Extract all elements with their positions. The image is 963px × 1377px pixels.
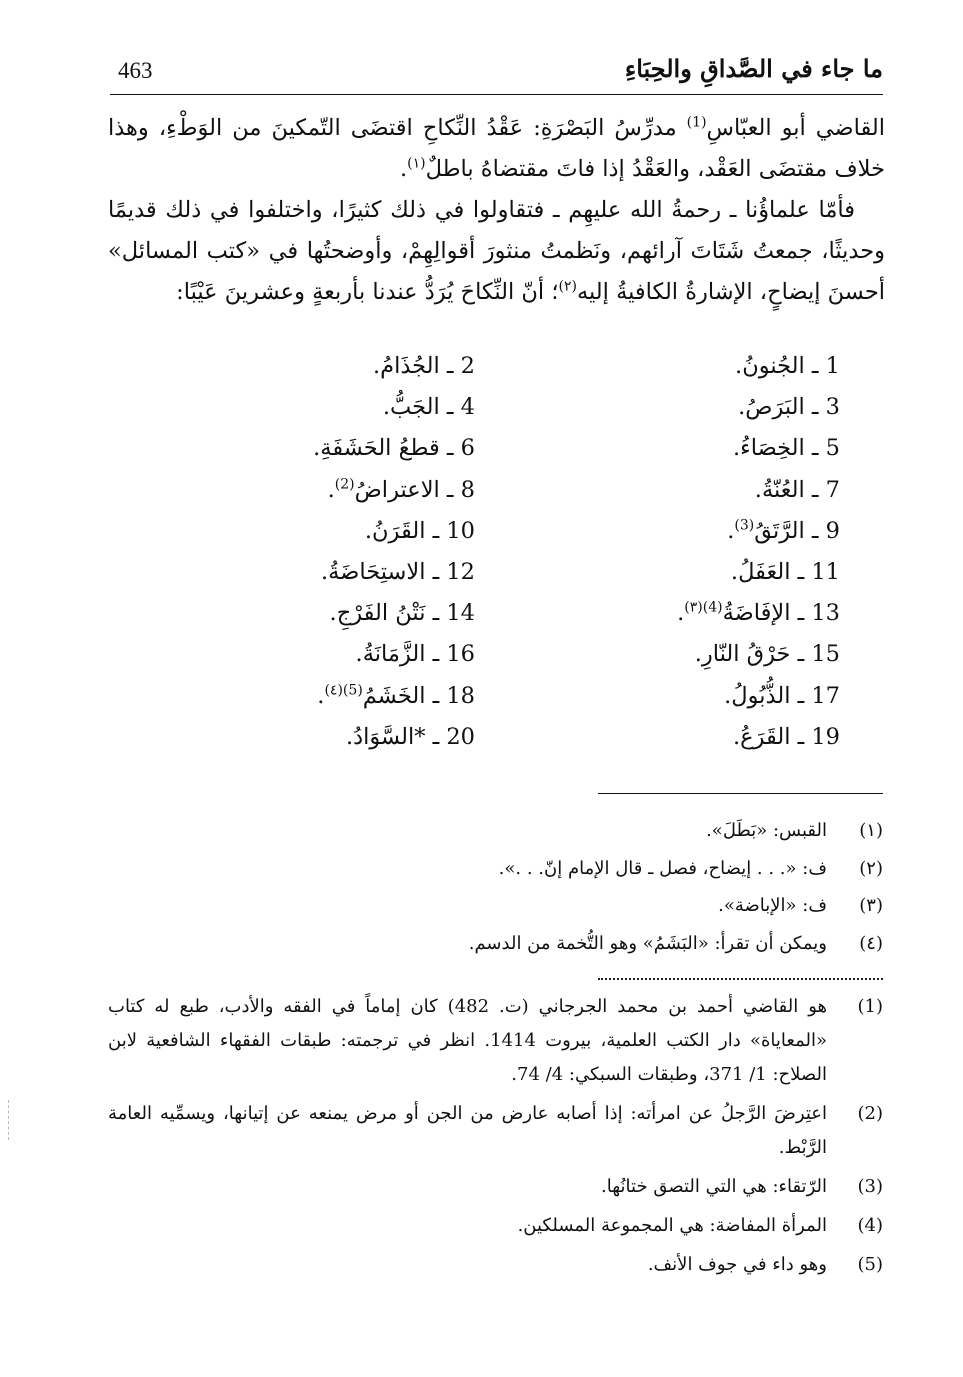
footnote-ref: (5)(٤) <box>324 682 363 698</box>
footnote-ref: (2) <box>334 476 355 493</box>
footnote-text: القبس: «بَطَلَ». <box>706 820 827 841</box>
footnote-number: (١) <box>859 820 883 841</box>
defect-item: 3 ـ البَرَصُ. <box>738 394 840 421</box>
page-number: 463 <box>118 58 153 83</box>
defect-item: 6 ـ قطعُ الحَشَفَةِ. <box>313 435 475 462</box>
defect-item: 5 ـ الخِصَاءُ. <box>733 435 840 462</box>
defect-row <box>200 634 840 675</box>
footnote <box>108 1209 885 1243</box>
defect-item: 8 ـ الاعتراضُ$^{(2)}$. <box>327 476 475 503</box>
paragraph-1: القاضي أبو العبّاسِ$^{(1)}$ مدرِّسُ البَصْرَةِ: عَقْدُ النِّكاحِ اقتضَى التّمكينَ من الوَطْءِ، وهذا خلاف مقتضَى العَقْد، والعَقْدُ إذا فاتَ مقتضاهُ باطلٌ$^{(١)}$. <box>108 114 886 182</box>
defects-list <box>200 346 840 758</box>
footnote <box>108 925 885 963</box>
footnote <box>108 887 885 925</box>
footnote-text: اعتِرضَ الرَّجلُ عن امرأته: إذا أصابه عارض من الجن أو مرض يمنعه عن إتيانها، ويسمِّيه العامة الرَّبْط. <box>108 1103 827 1158</box>
defect-item: 7 ـ العُنّةُ. <box>754 476 840 503</box>
footnote <box>108 812 885 850</box>
editor-footnotes <box>108 812 885 962</box>
footnote-number: (٢) <box>859 857 883 879</box>
defect-item: 18 ـ الخَشَمُ$^{(5)(٤)}$. <box>317 682 475 709</box>
defect-item: 9 ـ الرَّتَقُ$^{(3)}$. <box>727 517 840 544</box>
footnote-ref: (٢) <box>558 278 577 295</box>
footnote-number: (4) <box>857 1215 883 1236</box>
footnote-number: (5) <box>857 1254 883 1275</box>
main-text <box>108 108 885 313</box>
defect-item: 20 ـ *السَّوَادُ. <box>345 723 475 750</box>
defect-item: 16 ـ الزَّمَانَةُ. <box>355 641 475 668</box>
paragraph-2: فأمّا علماؤُنا ـ رحمةُ الله عليهِم ـ فتقاولوا في ذلك كثيرًا، واختلفوا في ذلك قديمًا وحديثًا، جمعتُ شَتَاتَ آرائهم، ونَظمتُ منثورَ أقوالِهِمْ، وأوضحتُها في «كتب المسائل» أحسنَ إيضاحٍ، الإشارةُ الكافيةُ إليه$^{(٢)}$؛ أنّ النِّكاحَ يُرَدُّ عندنا بأربعةٍ وعشرينَ عَيْبًا: <box>108 197 885 305</box>
footnote-text: الرّتقاء: هي التي التصق ختانُها. <box>601 1176 827 1197</box>
footnote <box>108 1170 885 1204</box>
footnote <box>108 1248 885 1282</box>
defect-row <box>200 387 840 428</box>
footnote-separator <box>598 793 883 794</box>
footnote-text: ف: «. . . إيضاح، فصل ـ قال الإمام إنّ. . .». <box>498 857 827 879</box>
defect-row <box>200 552 840 593</box>
defect-row <box>200 428 840 469</box>
defect-row <box>200 593 840 634</box>
defect-item: 4 ـ الجَبُّ. <box>382 394 475 421</box>
defect-item: 19 ـ القَرَعُ. <box>732 723 840 750</box>
footnote-text: ف: «الإباضة». <box>718 895 827 916</box>
footnote-ref: (3) <box>734 517 755 534</box>
footnote-text: ويمكن أن تقرأ: «البَشَمُ» وهو التُّخمة من الدسم. <box>468 932 827 954</box>
defect-item: 2 ـ الجُذَامُ. <box>373 353 475 379</box>
defect-row <box>200 470 840 511</box>
footnote-ref: (1) <box>686 114 707 131</box>
dotted-separator <box>598 978 883 980</box>
footnote-ref: (١) <box>407 155 426 172</box>
footnote-number: (1) <box>857 996 883 1017</box>
defect-row <box>200 717 840 758</box>
page-header <box>110 50 883 95</box>
defect-item: 17 ـ الذُّبُولُ. <box>724 682 840 709</box>
footnote <box>108 1097 885 1165</box>
running-title: ما جاء في الصَّداقِ والحِبَاءِ <box>624 54 883 83</box>
footnote-text: وهو داء في جوف الأنف. <box>647 1254 827 1275</box>
defect-item: 13 ـ الإفَاضَةُ$^{(4)(٣)}$. <box>677 599 840 627</box>
footnote-number: (3) <box>857 1176 883 1197</box>
footnote-ref: (4)(٣) <box>684 599 723 616</box>
footnote-number: (٤) <box>859 932 883 954</box>
defect-item: 15 ـ حَرْقُ النّارِ. <box>694 641 840 668</box>
footnote-number: (٣) <box>859 895 883 916</box>
author-footnotes <box>108 990 885 1287</box>
defect-item: 11 ـ العَفَلُ. <box>730 558 840 585</box>
defect-row <box>200 346 840 387</box>
footnote-number: (2) <box>857 1103 883 1124</box>
defect-item: 1 ـ الجُنونُ. <box>735 353 840 379</box>
defect-item: 10 ـ القَرَنُ. <box>364 517 475 544</box>
footnote-text: المرأة المفاضة: هي المجموعة المسلكين. <box>517 1215 827 1236</box>
defect-item: 12 ـ الاستِحَاضَةُ. <box>321 558 475 585</box>
scan-edge-mark <box>8 1100 9 1140</box>
footnote <box>108 990 885 1092</box>
footnote-text: هو القاضي أحمد بن محمد الجرجاني (ت. 482) كان إماماً في الفقه والأدب، طبع له كتاب «المعاياة» دار الكتب العلمية، بيروت 1414. انظر في ترجمته: طبقات الفقهاء الشافعية لابن الصلاح: 1/ 371، وطبقات السبكي: 4/ 74. <box>108 996 827 1085</box>
footnote <box>108 850 885 888</box>
defect-item: 14 ـ نَتْنُ الفَرْجِ. <box>329 600 475 627</box>
defect-row <box>200 511 840 552</box>
defect-row <box>200 676 840 717</box>
